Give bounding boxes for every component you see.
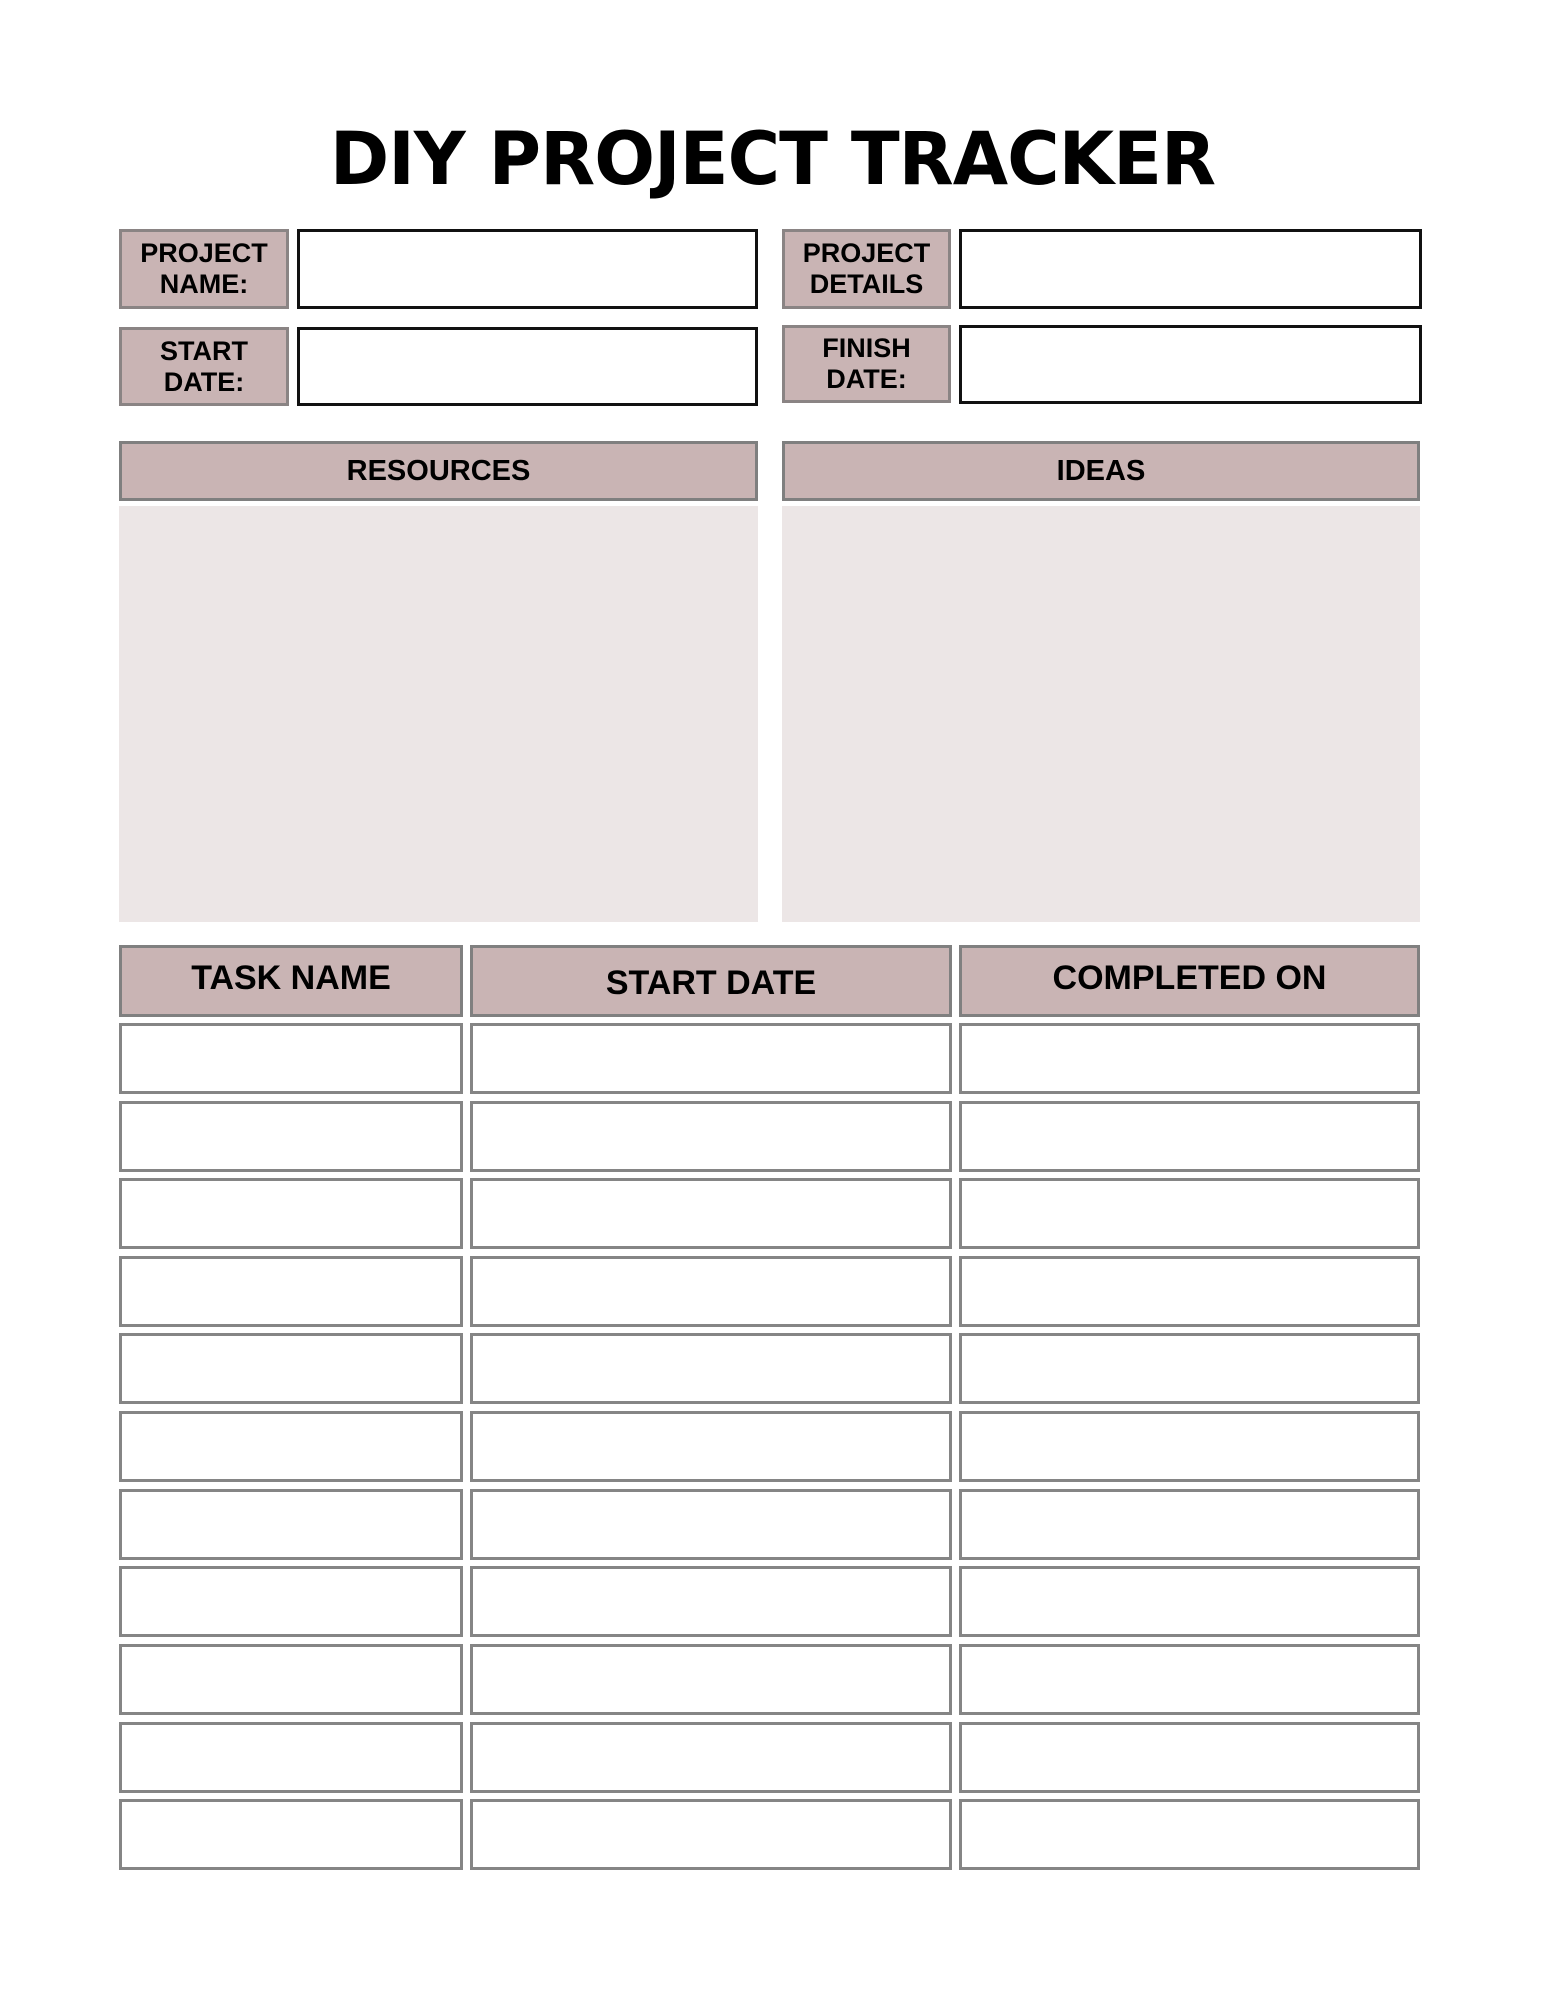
start-date-label-line1: START [160,335,248,366]
start-date-cell[interactable] [470,1023,952,1094]
page-title: DIY PROJECT TRACKER [329,117,1216,202]
ideas-header [782,441,1420,501]
project-details-label-line2: DETAILS [809,269,924,299]
completed-on-cell[interactable] [959,1489,1420,1560]
finish-date-label [782,325,951,403]
project-details-field[interactable] [959,229,1422,309]
task-name-cell[interactable] [119,1799,463,1870]
project-details-label-line1: PROJECT [802,238,931,268]
resources-area[interactable] [119,506,758,922]
project-name-field[interactable] [297,229,758,309]
ideas-header-label: IDEAS [1056,454,1146,487]
completed-on-cell[interactable] [959,1722,1420,1793]
start-date-cell[interactable] [470,1799,952,1870]
start-date-cell[interactable] [470,1489,952,1560]
finish-date-label-line1: FINISH [822,333,911,363]
start-date-column-header [470,945,952,1017]
finish-date-field[interactable] [959,325,1422,404]
task-name-cell[interactable] [119,1411,463,1482]
finish-date-label-line2: DATE: [826,364,907,394]
start-date-field[interactable] [297,327,758,406]
completed-on-cell[interactable] [959,1644,1420,1715]
start-date-cell[interactable] [470,1178,952,1249]
task-name-cell[interactable] [119,1101,463,1172]
resources-header-label: RESOURCES [346,454,531,487]
start-date-label [119,327,289,406]
project-name-label-line2: NAME: [159,269,249,299]
project-details-label [782,229,951,309]
task-name-column-header [119,945,463,1017]
task-name-cell[interactable] [119,1489,463,1560]
project-name-label [119,229,289,309]
completed-on-cell[interactable] [959,1178,1420,1249]
start-date-header-label: START DATE [605,964,817,1002]
project-name-label-line1: PROJECT [140,238,268,268]
task-name-cell[interactable] [119,1256,463,1327]
task-name-cell[interactable] [119,1566,463,1637]
resources-header [119,441,758,501]
task-name-cell[interactable] [119,1722,463,1793]
start-date-cell[interactable] [470,1566,952,1637]
start-date-cell[interactable] [470,1644,952,1715]
start-date-cell[interactable] [470,1411,952,1482]
start-date-cell[interactable] [470,1722,952,1793]
completed-on-column-header [959,945,1420,1017]
ideas-area[interactable] [782,506,1420,922]
completed-on-cell[interactable] [959,1101,1420,1172]
task-name-cell[interactable] [119,1178,463,1249]
completed-on-header-label: COMPLETED ON [1052,959,1327,997]
task-name-cell[interactable] [119,1333,463,1404]
task-name-header-label: TASK NAME [191,959,391,997]
completed-on-cell[interactable] [959,1333,1420,1404]
task-name-cell[interactable] [119,1644,463,1715]
start-date-cell[interactable] [470,1256,952,1327]
completed-on-cell[interactable] [959,1566,1420,1637]
completed-on-cell[interactable] [959,1256,1420,1327]
task-name-cell[interactable] [119,1023,463,1094]
completed-on-cell[interactable] [959,1023,1420,1094]
start-date-cell[interactable] [470,1101,952,1172]
start-date-cell[interactable] [470,1333,952,1404]
start-date-label-line2: DATE: [163,366,245,397]
completed-on-cell[interactable] [959,1411,1420,1482]
completed-on-cell[interactable] [959,1799,1420,1870]
